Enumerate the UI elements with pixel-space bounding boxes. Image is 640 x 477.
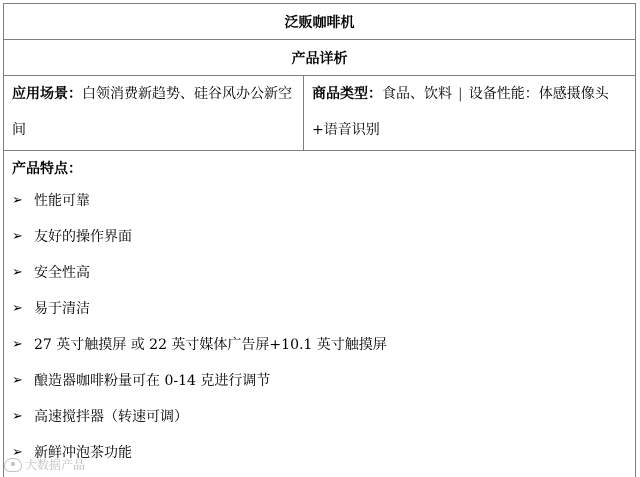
feature-text: 27 英寸触摸屏 或 22 英寸媒体广告屏+10.1 英寸触摸屏 <box>34 337 387 353</box>
arrow-bullet-icon: ➢ <box>12 265 23 280</box>
feature-item <box>12 399 627 435</box>
category-cell <box>304 76 636 151</box>
features-title: 产品特点： <box>12 161 82 177</box>
arrow-bullet-icon: ➢ <box>12 337 23 352</box>
features-cell <box>4 151 636 477</box>
title-row <box>4 4 636 40</box>
arrow-bullet-icon: ➢ <box>12 301 23 316</box>
feature-text: 易于清洁 <box>34 301 90 317</box>
weibo-logo-icon <box>4 458 22 472</box>
feature-item <box>12 291 627 327</box>
arrow-bullet-icon: ➢ <box>12 409 23 424</box>
performance-value: 体感摄像头+语音识别 <box>312 86 609 138</box>
separator: | <box>458 86 463 102</box>
table-subtitle: 产品详析 <box>4 40 636 76</box>
feature-text: 酿造器咖啡粉量可在 0-14 克进行调节 <box>34 373 271 389</box>
arrow-bullet-icon: ➢ <box>12 445 23 460</box>
subtitle-row <box>4 40 636 76</box>
category-label: 商品类型： <box>312 86 382 102</box>
feature-item <box>12 183 627 219</box>
feature-item <box>12 435 627 471</box>
features-row <box>4 151 636 477</box>
feature-text: 友好的操作界面 <box>34 229 132 245</box>
category-value: 食品、饮料 <box>382 86 452 102</box>
arrow-bullet-icon: ➢ <box>12 373 23 388</box>
features-list <box>12 183 627 471</box>
feature-text: 安全性高 <box>34 265 90 281</box>
product-table <box>3 3 636 477</box>
watermark-text: 大数据产品 <box>25 458 86 472</box>
feature-text: 新鲜冲泡茶功能 <box>34 445 132 461</box>
feature-item <box>12 219 627 255</box>
arrow-bullet-icon: ➢ <box>12 229 23 244</box>
feature-item <box>12 255 627 291</box>
scene-label: 应用场景： <box>12 86 82 102</box>
info-row <box>4 76 636 151</box>
feature-text: 高速搅拌器（转速可调） <box>34 409 188 425</box>
scene-value: 白领消费新趋势、硅谷风办公新空间 <box>12 86 292 138</box>
feature-text: 性能可靠 <box>34 193 90 209</box>
watermark <box>4 456 85 473</box>
feature-item <box>12 363 627 399</box>
table-title: 泛贩咖啡机 <box>4 4 636 40</box>
performance-label: 设备性能： <box>468 86 539 102</box>
feature-item <box>12 327 627 363</box>
arrow-bullet-icon: ➢ <box>12 193 23 208</box>
scene-cell <box>4 76 304 151</box>
